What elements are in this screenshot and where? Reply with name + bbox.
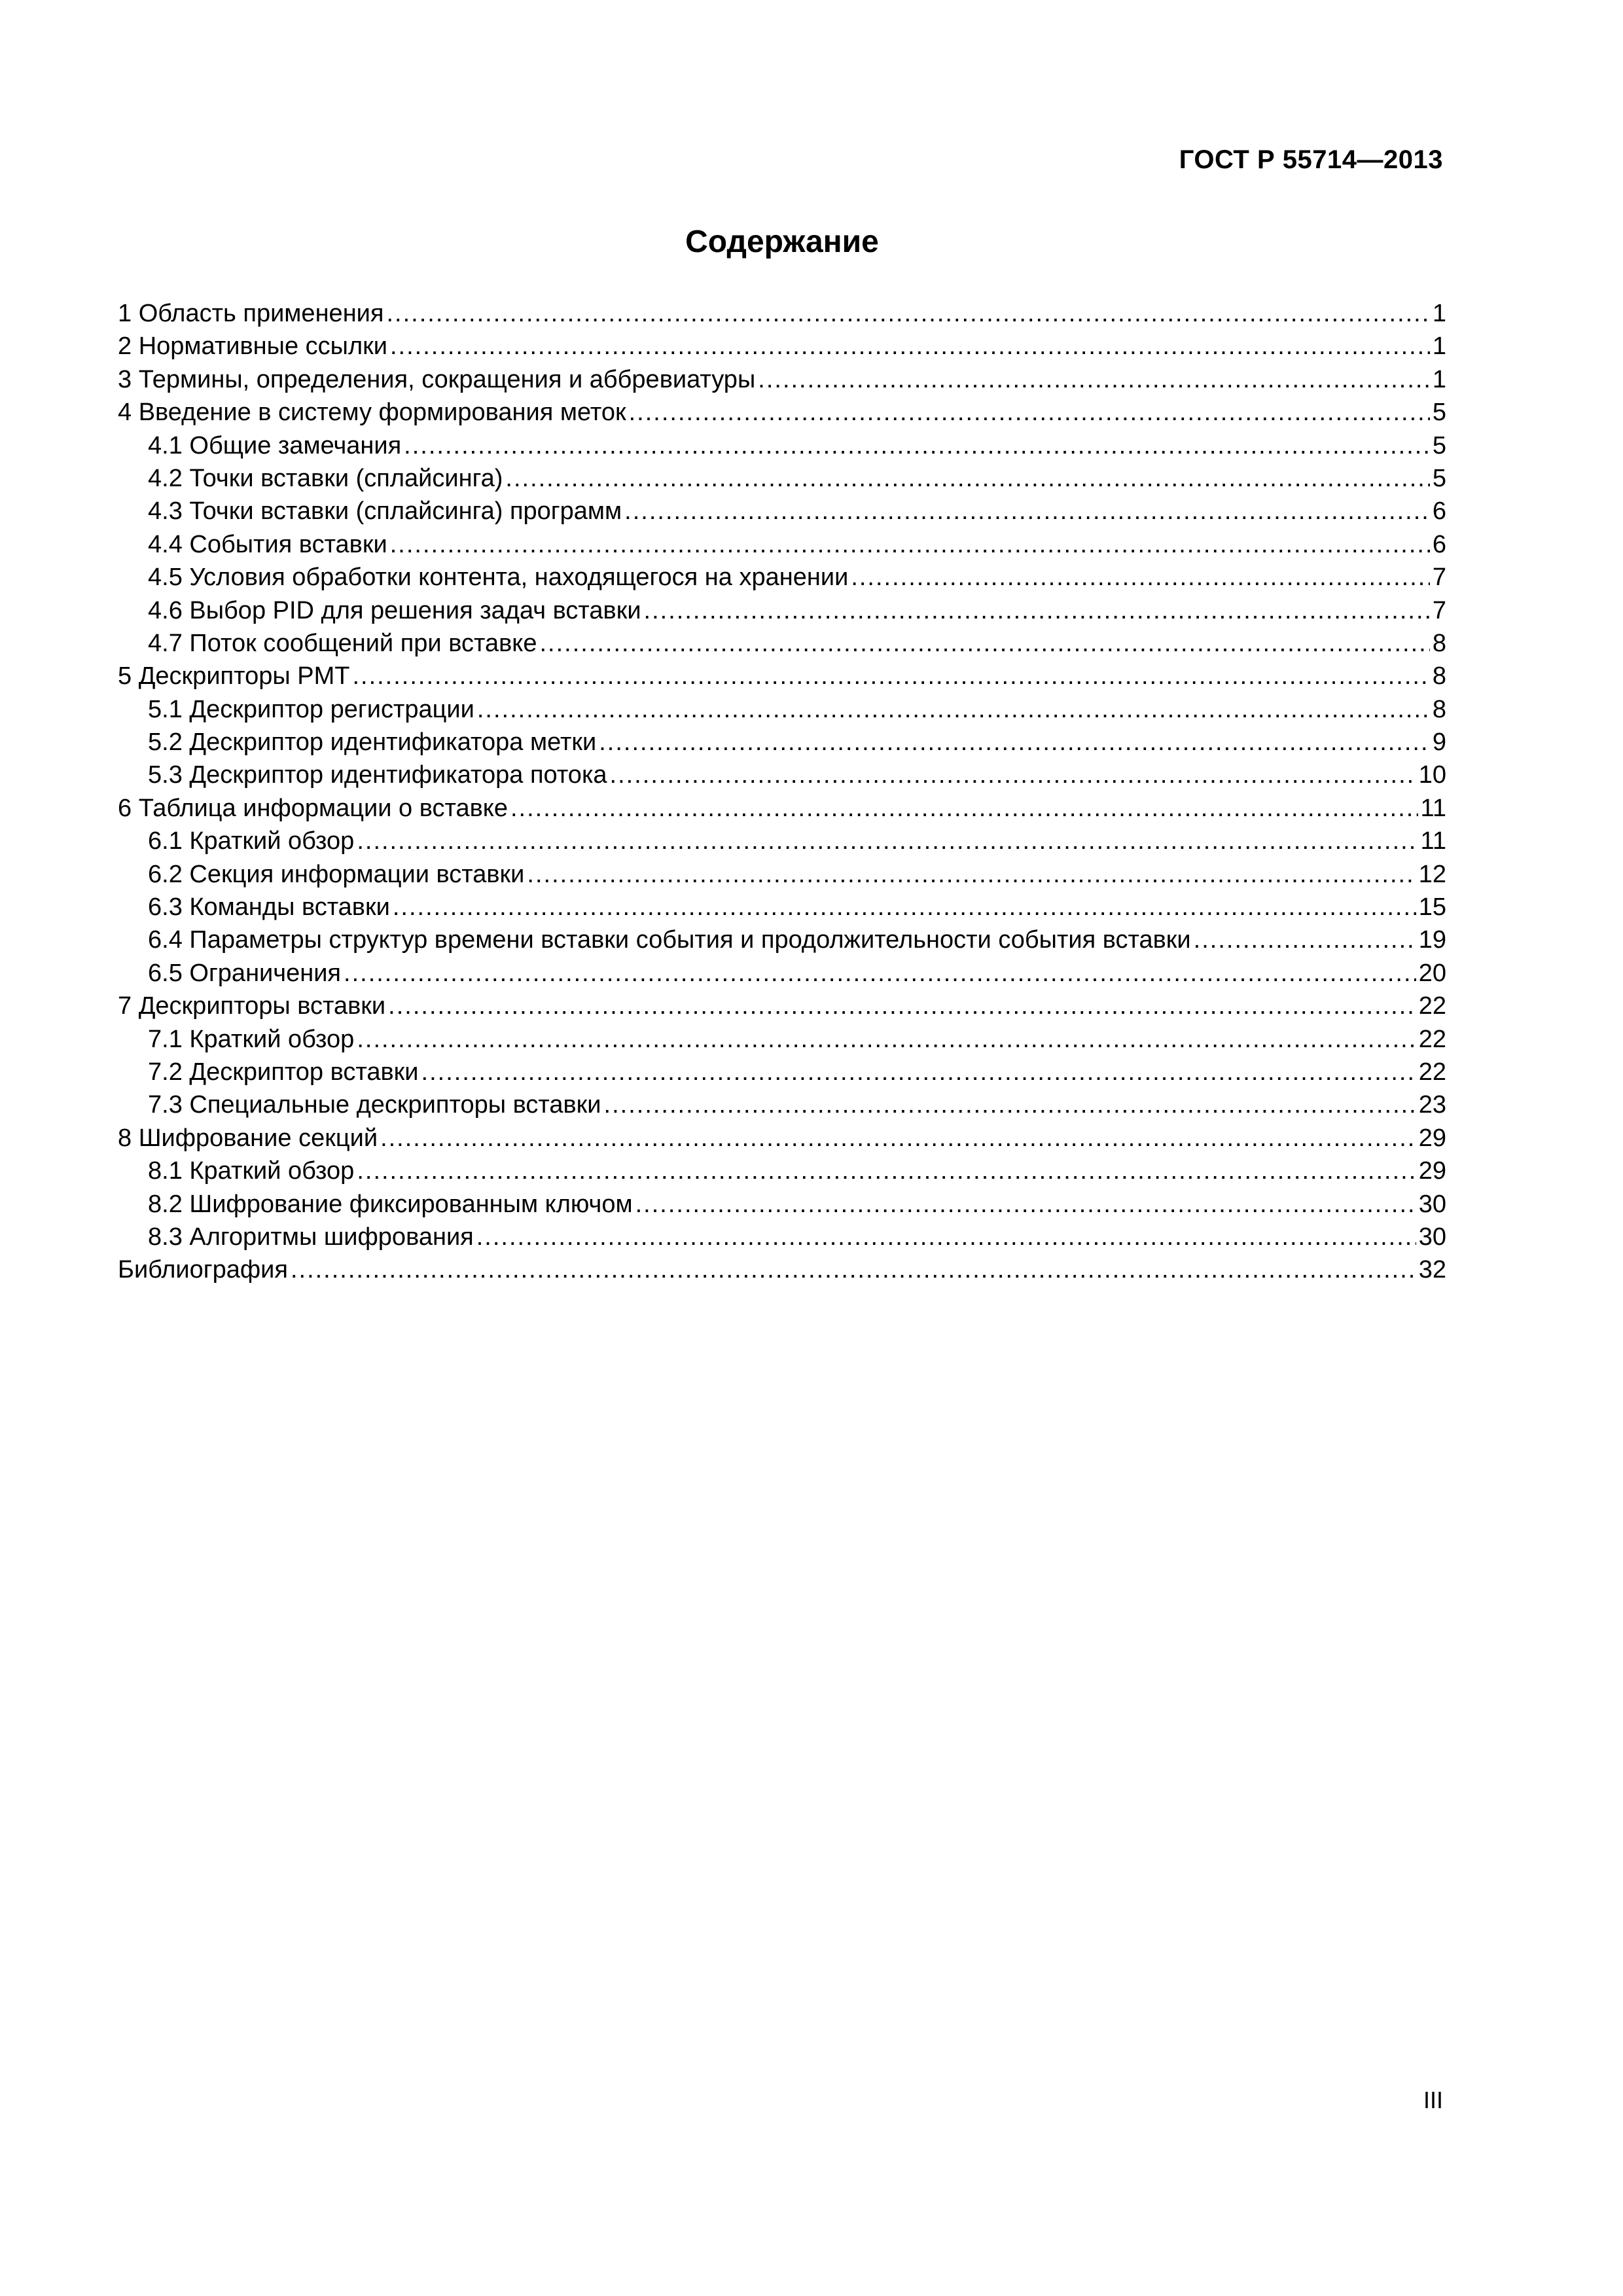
toc-entry[interactable] — [118, 1155, 1446, 1187]
toc-dot-leader — [357, 825, 1418, 857]
toc-entry-title: 7 Дескрипторы вставки — [118, 992, 386, 1020]
toc-entry[interactable] — [118, 1056, 1446, 1088]
toc-dot-leader — [380, 1122, 1416, 1155]
toc-entry-page: 10 — [1418, 761, 1446, 789]
toc-dot-leader — [388, 990, 1416, 1022]
toc-entry-page: 22 — [1418, 992, 1446, 1020]
toc-dot-leader — [477, 693, 1430, 726]
toc-entry-title: 3 Термины, определения, сокращения и аббревиатуры — [118, 365, 756, 393]
toc-entry[interactable] — [118, 1253, 1446, 1286]
toc-dot-leader — [539, 627, 1429, 660]
toc-entry-page: 22 — [1418, 1058, 1446, 1086]
toc-entry-page: 8 — [1432, 662, 1446, 691]
toc-entry[interactable] — [118, 1188, 1446, 1221]
toc-dot-leader — [604, 1088, 1416, 1121]
toc-entry-page: 32 — [1418, 1256, 1446, 1284]
toc-dot-leader — [624, 495, 1430, 528]
toc-entry-title: 1 Область применения — [118, 300, 384, 327]
toc-dot-leader — [635, 1188, 1416, 1221]
toc-dot-leader — [357, 1155, 1416, 1187]
toc-entry-page: 29 — [1418, 1157, 1446, 1185]
toc-entry-title: 5.1 Дескриптор регистрации — [148, 695, 474, 723]
toc-entry-title: 6 Таблица информации о вставке — [118, 794, 508, 822]
toc-entry-page: 6 — [1432, 530, 1446, 558]
toc-entry-title: 6.5 Ограничения — [148, 959, 342, 987]
toc-entry-page: 12 — [1418, 860, 1446, 888]
toc-title: Содержание — [685, 224, 879, 259]
toc-entry-page: 1 — [1432, 300, 1446, 327]
toc-entry-title: Библиография — [118, 1256, 288, 1284]
toc-entry-title: 8.3 Алгоритмы шифрования — [148, 1223, 474, 1251]
toc-entry[interactable] — [118, 627, 1446, 660]
toc-entry[interactable] — [118, 825, 1446, 857]
toc-dot-leader — [527, 858, 1416, 891]
toc-dot-leader — [421, 1056, 1416, 1088]
toc-entry[interactable] — [118, 957, 1446, 990]
toc-entry-page: 8 — [1432, 629, 1446, 657]
toc-entry-title: 4.2 Точки вставки (сплайсинга) — [148, 464, 503, 492]
toc-dot-leader — [390, 528, 1430, 561]
table-of-contents — [118, 297, 1446, 1287]
toc-entry-title: 2 Нормативные ссылки — [118, 332, 387, 361]
toc-dot-leader — [505, 462, 1429, 495]
toc-entry-page: 22 — [1418, 1025, 1446, 1053]
toc-entry-page: 11 — [1420, 794, 1446, 822]
toc-entry[interactable] — [118, 297, 1446, 330]
toc-entry-title: 4.6 Выбор PID для решения задач вставки — [148, 596, 641, 624]
toc-dot-leader — [393, 891, 1416, 924]
page-number: III — [1423, 2087, 1443, 2113]
toc-entry[interactable] — [118, 1088, 1446, 1121]
toc-dot-leader — [510, 792, 1418, 825]
toc-entry-title: 5 Дескрипторы PMT — [118, 662, 350, 691]
toc-entry-page: 30 — [1418, 1190, 1446, 1218]
toc-entry-page: 15 — [1418, 893, 1446, 922]
toc-entry[interactable] — [118, 561, 1446, 594]
toc-entry-page: 20 — [1418, 959, 1446, 987]
toc-entry[interactable] — [118, 396, 1446, 429]
toc-dot-leader — [291, 1253, 1416, 1286]
toc-entry[interactable] — [118, 429, 1446, 462]
toc-entry-title: 6.2 Секция информации вставки — [148, 860, 525, 888]
toc-entry-title: 7.2 Дескриптор вставки — [148, 1058, 419, 1086]
toc-entry-title: 6.4 Параметры структур времени вставки события и продолжительности события вставки — [148, 926, 1191, 954]
toc-entry-page: 1 — [1432, 365, 1446, 393]
toc-entry-page: 9 — [1432, 728, 1446, 757]
toc-dot-leader — [390, 330, 1430, 363]
toc-entry-page: 5 — [1432, 431, 1446, 459]
document-code: ГОСТ Р 55714—2013 — [1179, 145, 1443, 174]
toc-entry-page: 23 — [1418, 1091, 1446, 1119]
toc-entry[interactable] — [118, 363, 1446, 396]
toc-entry[interactable] — [118, 891, 1446, 924]
toc-entry-page: 30 — [1418, 1223, 1446, 1251]
toc-dot-leader — [386, 297, 1429, 330]
toc-dot-leader — [352, 660, 1429, 692]
toc-entry[interactable] — [118, 1122, 1446, 1155]
toc-dot-leader — [851, 561, 1430, 594]
toc-entry[interactable] — [118, 462, 1446, 495]
toc-entry-title: 4.5 Условия обработки контента, находящегося на хранении — [148, 564, 849, 592]
toc-entry-title: 8.2 Шифрование фиксированным ключом — [148, 1190, 633, 1218]
toc-entry[interactable] — [118, 594, 1446, 627]
toc-dot-leader — [629, 396, 1430, 429]
toc-dot-leader — [599, 726, 1430, 759]
toc-entry-title: 5.3 Дескриптор идентификатора потока — [148, 761, 607, 789]
toc-entry[interactable] — [118, 792, 1446, 825]
toc-entry-page: 1 — [1432, 332, 1446, 361]
toc-entry-page: 7 — [1432, 564, 1446, 592]
toc-entry-title: 4.3 Точки вставки (сплайсинга) программ — [148, 497, 622, 526]
toc-dot-leader — [758, 363, 1430, 396]
toc-entry[interactable] — [118, 924, 1446, 956]
toc-dot-leader — [610, 759, 1416, 791]
toc-entry[interactable] — [118, 660, 1446, 692]
toc-dot-leader — [344, 957, 1416, 990]
toc-entry[interactable] — [118, 990, 1446, 1022]
toc-entry-page: 6 — [1432, 497, 1446, 526]
toc-dot-leader — [476, 1221, 1416, 1253]
toc-entry-title: 6.1 Краткий обзор — [148, 827, 355, 855]
toc-entry-page: 8 — [1432, 695, 1446, 723]
toc-entry[interactable] — [118, 330, 1446, 363]
toc-entry[interactable] — [118, 1023, 1446, 1056]
toc-entry-page: 5 — [1432, 464, 1446, 492]
toc-entry-page: 7 — [1432, 596, 1446, 624]
toc-entry-title: 4.4 События вставки — [148, 530, 387, 558]
toc-entry-page: 19 — [1418, 926, 1446, 954]
toc-dot-leader — [644, 594, 1430, 627]
toc-entry-title: 5.2 Дескриптор идентификатора метки — [148, 728, 597, 757]
toc-dot-leader — [404, 429, 1430, 462]
toc-entry-page: 5 — [1432, 399, 1446, 427]
toc-entry-title: 4.7 Поток сообщений при вставке — [148, 629, 537, 657]
toc-entry-title: 7.3 Специальные дескрипторы вставки — [148, 1091, 601, 1119]
toc-entry-page: 11 — [1420, 827, 1446, 855]
toc-entry[interactable] — [118, 1221, 1446, 1253]
toc-entry[interactable] — [118, 693, 1446, 726]
toc-entry-page: 29 — [1418, 1124, 1446, 1152]
toc-entry-title: 7.1 Краткий обзор — [148, 1025, 355, 1053]
toc-dot-leader — [357, 1023, 1416, 1056]
toc-entry-title: 8.1 Краткий обзор — [148, 1157, 355, 1185]
toc-entry[interactable] — [118, 759, 1446, 791]
toc-entry-title: 8 Шифрование секций — [118, 1124, 378, 1152]
toc-entry[interactable] — [118, 495, 1446, 528]
toc-entry-title: 4 Введение в систему формирования меток — [118, 399, 626, 427]
toc-entry[interactable] — [118, 726, 1446, 759]
toc-entry[interactable] — [118, 858, 1446, 891]
toc-entry[interactable] — [118, 528, 1446, 561]
toc-dot-leader — [1194, 924, 1416, 956]
toc-entry-title: 6.3 Команды вставки — [148, 893, 390, 922]
toc-entry-title: 4.1 Общие замечания — [148, 431, 402, 459]
